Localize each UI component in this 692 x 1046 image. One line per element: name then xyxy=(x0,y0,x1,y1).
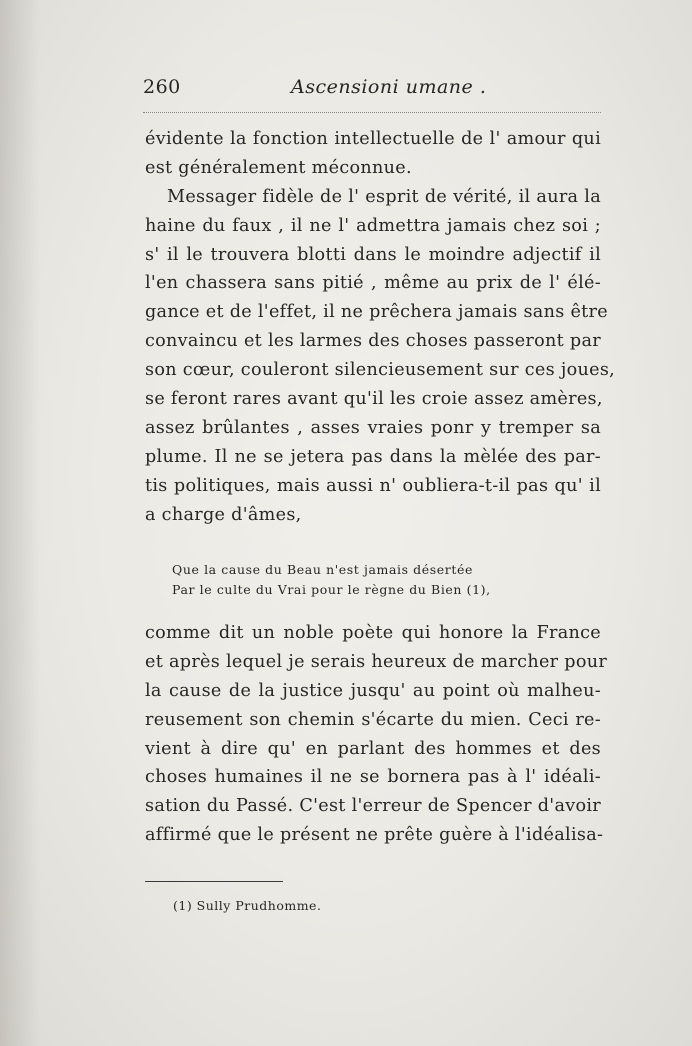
text-line: évidente la fonction intellectuelle de l' amour qui xyxy=(145,129,601,149)
text-line: comme dit un noble poète qui honore la France xyxy=(145,623,601,643)
text-line: se feront rares avant qu'il les croie assez amères, xyxy=(145,389,603,410)
text-line: son cœur, couleront silencieusement sur ces joues, xyxy=(145,360,616,381)
text-line: reusement son chemin s'écarte du mien. Ceci re- xyxy=(145,709,601,730)
paragraph-block-2 xyxy=(145,619,608,850)
footnote-rule xyxy=(145,881,283,882)
text-line: affirmé que le présent ne prête guère à l'idéalisa- xyxy=(145,825,604,846)
text-line: sation du Passé. C'est l'erreur de Spencer d'avoir xyxy=(145,796,601,817)
text-line: assez brûlantes , asses vraies ponr y tremper sa xyxy=(145,417,601,438)
text-line: haine du faux , il ne l' admettra jamais chez soi ; xyxy=(145,215,601,236)
text-line: gance et de l'effet, il ne prêchera jamais sans être xyxy=(145,302,608,323)
text-line: plume. Il ne se jetera pas dans la mèlée des par- xyxy=(145,446,601,467)
text-line: est généralement méconnue. xyxy=(145,157,412,178)
text-line: Messager fidèle de l' esprit de vérité, il aura la xyxy=(167,186,601,207)
page-edge-shadow xyxy=(0,0,40,1046)
text-line: choses humaines il ne se bornera pas à l' idéali- xyxy=(145,767,601,788)
text-line: vient à dire qu' en parlant des hommes et des xyxy=(145,738,601,759)
text-line: tis politiques, mais aussi n' oubliera-t-il pas qu' il xyxy=(145,475,601,496)
text-line: la cause de la justice jusqu' au point où malheu- xyxy=(145,680,601,701)
text-line: et après lequel je serais heureux de marcher pour xyxy=(145,651,608,672)
footnote: (1) Sully Prudhomme. xyxy=(173,898,322,913)
header-rule xyxy=(143,112,601,113)
paragraph-block-1 xyxy=(145,125,616,529)
text-line: s' il le trouvera blotti dans le moindre adjectif il xyxy=(145,244,601,265)
text-line: a charge d'âmes, xyxy=(145,504,302,525)
quote-line: Par le culte du Vrai pour le règne du Bien (1), xyxy=(172,582,491,597)
text-line: l'en chassera sans pitié , même au prix de l' élé- xyxy=(145,273,601,294)
text-line: convaincu et les larmes des choses passeront par xyxy=(145,331,601,352)
running-title: Ascensioni umane . xyxy=(291,76,487,98)
quote-line: Que la cause du Beau n'est jamais désertée xyxy=(172,562,473,577)
page-number: 260 xyxy=(143,76,181,98)
verse-quote xyxy=(172,560,552,600)
page-header xyxy=(143,76,603,104)
